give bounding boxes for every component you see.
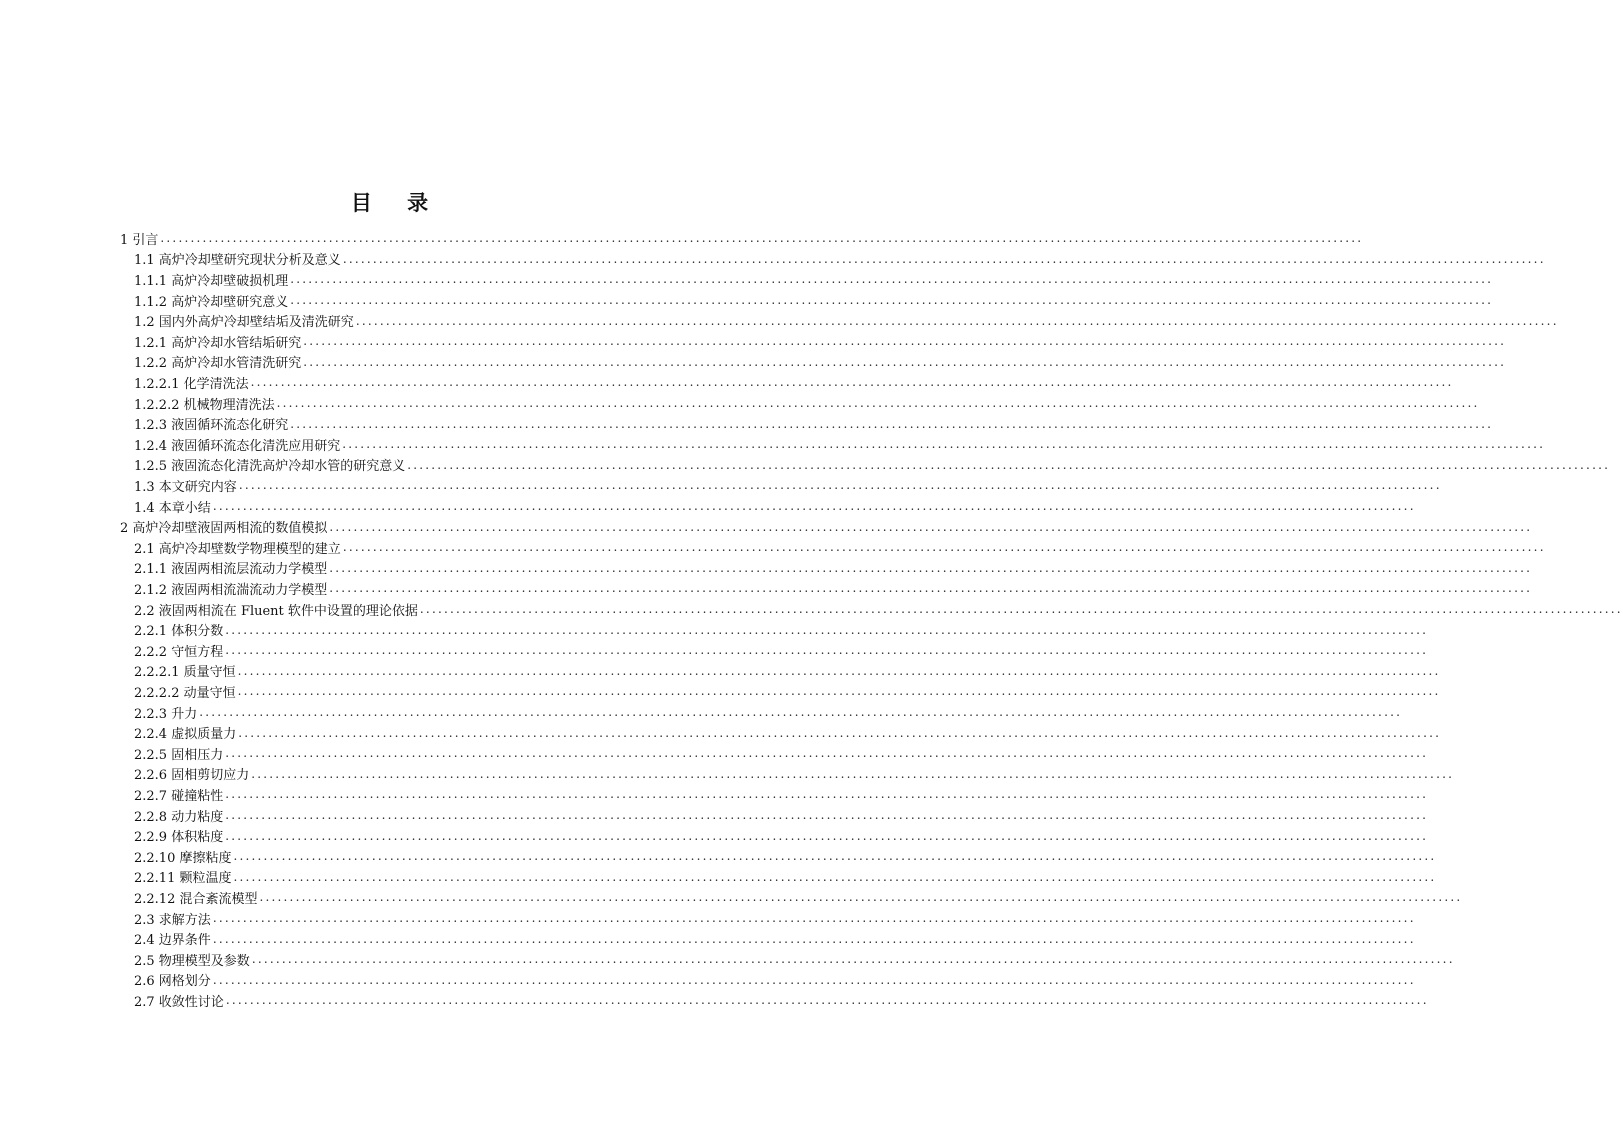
toc-leader-dots: ........................................................................................................................................................................................................ [259,890,1463,905]
toc-leader-dots: ........................................................................................................................................................................................................ [290,416,1494,431]
toc-leader-dots: ........................................................................................................................................................................................................ [355,313,1559,328]
toc-entry[interactable] [134,413,1494,434]
toc-entry-label: 2.2.8 动力粘度 [134,809,224,825]
toc-entry[interactable] [134,310,1559,331]
toc-leader-dots: ........................................................................................................................................................................................................ [303,334,1507,349]
page-title: 目 录 [350,190,443,215]
toc-leader-dots: ........................................................................................................................................................................................................ [225,993,1429,1008]
toc-entry[interactable] [134,249,1546,270]
toc-entry-label: 2 高炉冷却壁液固两相流的数值模拟 [120,521,328,537]
toc-leader-dots: ........................................................................................................................................................................................................ [250,375,1454,390]
toc-entry-label: 2.2.9 体积粘度 [134,830,224,846]
toc-entry-label: 1.2.2.1 化学清洗法 [134,376,249,392]
toc-leader-dots: ........................................................................................................................................................................................................ [237,663,1441,678]
toc-leader-dots: ........................................................................................................................................................................................................ [419,602,1623,617]
toc-entry[interactable] [120,516,1533,537]
toc-entry-label: 2.1.1 液固两相流层流动力学模型 [134,562,328,578]
toc-entry-label: 2.2.7 碰撞粘性 [134,788,224,804]
toc-leader-dots: ........................................................................................................................................................................................................ [199,705,1403,720]
toc-entry[interactable] [134,825,1429,846]
toc-entry-label: 1.2.5 液固流态化清洗高炉冷却水管的研究意义 [134,459,406,475]
toc-entry-label: 2.2.5 固相压力 [134,747,224,763]
toc-entry[interactable] [134,496,1416,517]
toc-entry-label: 2.2.3 升力 [134,706,198,722]
toc-entry-label: 2.2.6 固相剪切应力 [134,768,250,784]
toc-leader-dots: ........................................................................................................................................................................................................ [212,499,1416,514]
toc-leader-dots: ........................................................................................................................................................................................................ [329,560,1533,575]
toc-entry[interactable] [134,619,1429,640]
toc-entry[interactable] [134,640,1429,661]
toc-entry[interactable] [134,681,1441,702]
toc-entry[interactable] [120,228,1364,249]
toc-entry-label: 2.2.12 混合紊流模型 [134,891,258,907]
toc-entry[interactable] [134,455,1611,476]
toc-entry[interactable] [134,970,1416,991]
toc-entry[interactable] [134,537,1546,558]
toc-entry-label: 1.2.1 高炉冷却水管结垢研究 [134,335,302,351]
toc-entry[interactable] [134,702,1403,723]
toc-leader-dots: ........................................................................................................................................................................................................ [160,231,1364,246]
toc-entry-label: 2.2.11 颗粒温度 [134,871,232,887]
toc-entry-label: 2.2.10 摩擦粘度 [134,850,232,866]
toc-entry[interactable] [134,846,1437,867]
toc-leader-dots: ........................................................................................................................................................................................................ [342,437,1546,452]
toc-entry-label: 1.2.3 液固循环流态化研究 [134,418,289,434]
toc-entry-label: 1.1.1 高炉冷却壁破损机理 [134,273,289,289]
toc-entry[interactable] [134,434,1546,455]
toc-entry-label: 2.2 液固两相流在 Fluent 软件中设置的理论依据 [134,603,418,619]
toc-entry[interactable] [134,372,1454,393]
toc-entry-label: 2.6 网格划分 [134,974,211,990]
toc-entry[interactable] [134,290,1494,311]
toc-entry-label: 2.2.2.1 质量守恒 [134,665,236,681]
toc-entry-label: 1.2.2.2 机械物理清洗法 [134,397,275,413]
toc-entry[interactable] [134,269,1494,290]
toc-leader-dots: ........................................................................................................................................................................................................ [342,540,1546,555]
toc-leader-dots: ........................................................................................................................................................................................................ [225,808,1429,823]
toc-entry[interactable] [134,331,1507,352]
toc-entry[interactable] [134,805,1429,826]
toc-entry[interactable] [134,764,1455,785]
toc-entry[interactable] [134,558,1533,579]
toc-entry-label: 2.1 高炉冷却壁数学物理模型的建立 [134,541,341,557]
toc-entry-label: 1.3 本文研究内容 [134,479,237,495]
toc-entry-label: 2.1.2 液固两相流湍流动力学模型 [134,582,328,598]
toc-entry[interactable] [134,990,1429,1011]
toc-leader-dots: ........................................................................................................................................................................................................ [238,478,1442,493]
toc-leader-dots: ........................................................................................................................................................................................................ [329,519,1533,534]
toc-leader-dots: ........................................................................................................................................................................................................ [290,272,1494,287]
toc-entry[interactable] [134,661,1441,682]
toc-entry-label: 2.2.1 体积分数 [134,624,224,640]
toc-entry[interactable] [134,743,1429,764]
toc-entry-label: 1.2.2 高炉冷却水管清洗研究 [134,356,302,372]
toc-entry[interactable] [134,352,1507,373]
toc-entry[interactable] [134,578,1533,599]
toc-leader-dots: ........................................................................................................................................................................................................ [238,725,1442,740]
toc-entry-label: 2.4 边界条件 [134,933,211,949]
toc-entry[interactable] [134,928,1416,949]
toc-leader-dots: ........................................................................................................................................................................................................ [329,581,1533,596]
toc-leader-dots: ........................................................................................................................................................................................................ [225,643,1429,658]
toc-entry[interactable] [134,393,1480,414]
toc-leader-dots: ........................................................................................................................................................................................................ [233,869,1437,884]
toc-leader-dots: ........................................................................................................................................................................................................ [233,849,1437,864]
toc-leader-dots: ........................................................................................................................................................................................................ [276,396,1480,411]
toc-entry[interactable] [134,784,1429,805]
toc-leader-dots: ........................................................................................................................................................................................................ [237,684,1441,699]
toc-entry-label: 1 引言 [120,232,159,248]
toc-entry-label: 2.7 收敛性讨论 [134,994,224,1010]
toc-leader-dots: ........................................................................................................................................................................................................ [212,911,1416,926]
toc-leader-dots: ........................................................................................................................................................................................................ [212,972,1416,987]
toc-entry[interactable] [134,887,1463,908]
toc-entry[interactable] [134,867,1437,888]
toc-entry-label: 1.2.4 液固循环流态化清洗应用研究 [134,438,341,454]
toc-leader-dots: ........................................................................................................................................................................................................ [225,828,1429,843]
toc-leader-dots: ........................................................................................................................................................................................................ [225,787,1429,802]
toc-entry-label: 2.2.2.2 动量守恒 [134,685,236,701]
toc-entry-label: 2.5 物理模型及参数 [134,953,250,969]
toc-entry[interactable] [134,722,1442,743]
toc-entry[interactable] [134,475,1442,496]
toc-entry-label: 1.2 国内外高炉冷却壁结垢及清洗研究 [134,315,354,331]
toc-entry-label: 2.3 求解方法 [134,912,211,928]
toc-entry-label: 1.1 高炉冷却壁研究现状分析及意义 [134,253,341,269]
toc-entry[interactable] [134,599,1623,620]
toc-entry[interactable] [134,908,1416,929]
toc-leader-dots: ........................................................................................................................................................................................................ [251,952,1455,967]
toc-entry[interactable] [134,949,1455,970]
toc-leader-dots: ........................................................................................................................................................................................................ [407,457,1611,472]
toc-leader-dots: ........................................................................................................................................................................................................ [212,931,1416,946]
toc-entry-label: 1.4 本章小结 [134,500,211,516]
toc-leader-dots: ........................................................................................................................................................................................................ [251,766,1455,781]
toc-leader-dots: ........................................................................................................................................................................................................ [342,251,1546,266]
toc-leader-dots: ........................................................................................................................................................................................................ [225,622,1429,637]
toc-leader-dots: ........................................................................................................................................................................................................ [225,746,1429,761]
toc-entry-label: 2.2.2 守恒方程 [134,644,224,660]
toc-entry-label: 1.1.2 高炉冷却壁研究意义 [134,294,289,310]
toc-entry-label: 2.2.4 虚拟质量力 [134,727,237,743]
toc-leader-dots: ........................................................................................................................................................................................................ [303,354,1507,369]
toc-leader-dots: ........................................................................................................................................................................................................ [290,293,1494,308]
